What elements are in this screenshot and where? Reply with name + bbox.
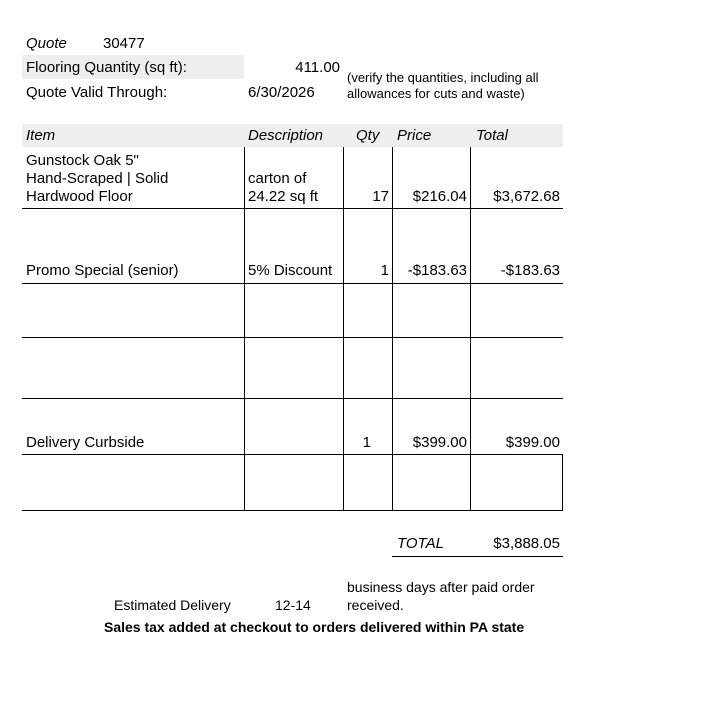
flooring-quantity-label: Flooring Quantity (sq ft):	[26, 59, 187, 76]
header-price: Price	[397, 127, 432, 144]
grid-row-line	[22, 337, 563, 338]
total-label: TOTAL	[397, 535, 444, 552]
grid-row-line	[22, 398, 563, 399]
sales-tax-note: Sales tax added at checkout to orders delivered within PA state	[104, 619, 525, 635]
row1-item-line2: Hand-Scraped | Solid	[26, 170, 169, 187]
grid-col-line	[470, 147, 471, 511]
grid-col-line	[562, 455, 563, 511]
row2-description: 5% Discount	[248, 262, 333, 279]
quote-label: Quote	[26, 35, 67, 52]
row3-price: $399.00	[412, 434, 467, 451]
grid-row-line	[22, 510, 563, 511]
delivery-note-line1: business days after paid order	[347, 579, 535, 595]
row3-total: $399.00	[505, 434, 560, 451]
row3-qty: 1	[362, 434, 371, 451]
row2-qty: 1	[380, 262, 389, 279]
grid-col-line	[244, 147, 245, 511]
grid-col-line	[343, 147, 344, 511]
total-value: $3,888.05	[493, 535, 560, 552]
row1-total: $3,672.68	[493, 188, 560, 205]
quote-number: 30477	[103, 35, 145, 52]
row1-item-line3: Hardwood Floor	[26, 188, 133, 205]
grid-row-line	[22, 454, 563, 455]
row1-item-line1: Gunstock Oak 5"	[26, 152, 139, 169]
row2-total: -$183.63	[500, 262, 560, 279]
quote-valid-label: Quote Valid Through:	[26, 84, 168, 101]
header-item: Item	[26, 127, 56, 144]
verify-note-line2: allowances for cuts and waste)	[347, 86, 525, 101]
header-qty: Qty	[356, 127, 380, 144]
estimated-delivery-label: Estimated Delivery	[114, 597, 231, 613]
row2-item: Promo Special (senior)	[26, 262, 179, 279]
header-total: Total	[476, 127, 508, 144]
total-underline	[392, 556, 563, 557]
row1-price: $216.04	[412, 188, 467, 205]
row3-item: Delivery Curbside	[26, 434, 145, 451]
row1-desc-line2: 24.22 sq ft	[248, 188, 319, 205]
verify-note-line1: (verify the quantities, including all	[347, 70, 539, 85]
flooring-quantity-value: 411.00	[295, 59, 340, 76]
delivery-note-line2: received.	[347, 597, 404, 613]
row1-desc-line1: carton of	[248, 170, 307, 187]
row1-qty: 17	[372, 188, 389, 205]
quote-valid-date: 6/30/2026	[248, 84, 315, 101]
grid-row-line	[22, 283, 563, 284]
delivery-days: 12-14	[275, 597, 311, 613]
grid-row-line	[22, 208, 563, 209]
grid-col-line	[392, 147, 393, 511]
row2-price: -$183.63	[407, 262, 467, 279]
header-description: Description	[248, 127, 324, 144]
